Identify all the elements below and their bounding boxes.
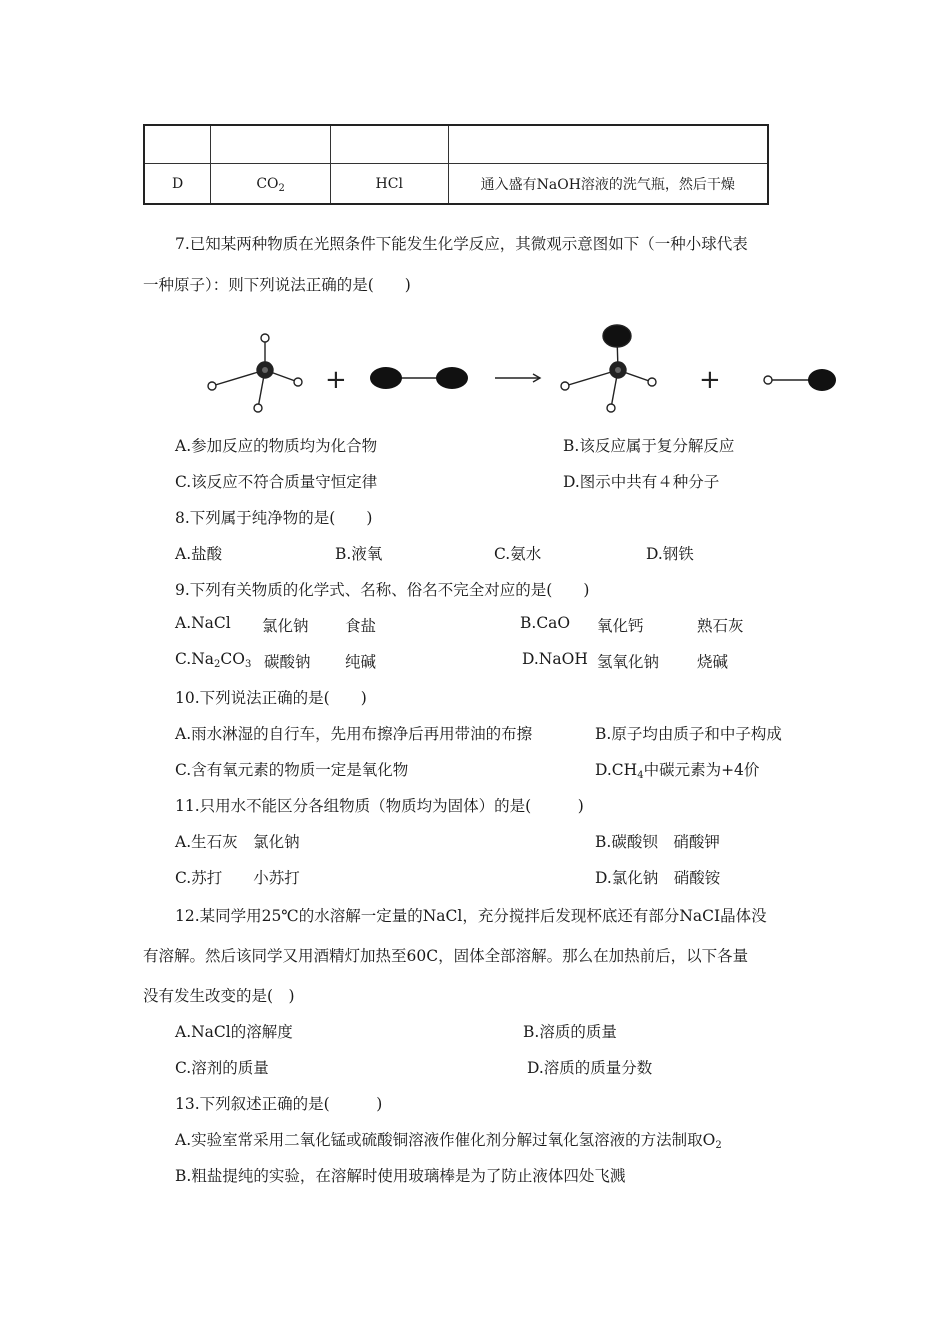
q11-option-d: D.氯化钠 硝酸铵 <box>595 869 721 887</box>
plus-sign: + <box>699 365 721 395</box>
q7-option-b: B.该反应属于复分解反应 <box>563 437 735 455</box>
product-molecule-2 <box>764 369 836 391</box>
table-cell-option: D <box>144 164 211 205</box>
q10-option-d: $D.CH_4$中碳元素为+4价 <box>595 761 760 781</box>
q9-option-d-common: 烧碱 <box>697 653 729 671</box>
q12-option-b: B.溶质的质量 <box>523 1023 617 1041</box>
q8-option-b: B.液氧 <box>335 545 383 563</box>
q10-stem: 10.下列说法正确的是( ) <box>175 689 367 707</box>
q10-option-c: C.含有氧元素的物质一定是氧化物 <box>175 761 409 779</box>
q7-option-a: A.参加反应的物质均为化合物 <box>175 437 378 455</box>
q13-option-b: B.粗盐提纯的实验，在溶解时使用玻璃棒是为了防止液体四处飞溅 <box>175 1167 626 1185</box>
q11-option-c: C.苏打 小苏打 <box>175 869 300 887</box>
q7-option-d: D.图示中共有４种分子 <box>563 473 720 491</box>
q9-option-b-formula: B.CaO <box>520 614 571 632</box>
q9-option-c-formula: $C.Na_2CO_3$ <box>175 650 252 670</box>
q9-option-c-common: 纯碱 <box>345 653 377 671</box>
reactant-molecule-2 <box>370 367 468 389</box>
table-cell <box>144 125 211 164</box>
q8-option-d: D.钢铁 <box>646 545 694 563</box>
q11-option-a: A.生石灰 氯化钠 <box>175 833 300 851</box>
q9-option-c-name: 碳酸钠 <box>264 653 311 671</box>
q8-option-a: A.盐酸 <box>175 545 223 563</box>
q12-option-c: C.溶剂的质量 <box>175 1059 269 1077</box>
table-cell-method: 通入盛有NaOH溶液的洗气瓶，然后干燥 <box>448 164 768 205</box>
plus-sign: + <box>325 365 347 395</box>
q11-stem: 11.只用水不能区分各组物质（物质均为固体）的是( ) <box>175 797 584 815</box>
q10-option-b: B.原子均由质子和中子构成 <box>595 725 782 743</box>
table-cell <box>448 125 768 164</box>
q12-stem-line1: 12.某同学用25℃的水溶解一定量的NaCl，充分搅拌后发现杯底还有部分NaCI晶体没 <box>175 907 767 925</box>
q7-stem-line2: 一种原子）：则下列说法正确的是( ) <box>143 276 411 294</box>
q12-option-a: A.NaCl的溶解度 <box>175 1023 293 1041</box>
reaction-diagram <box>190 318 850 418</box>
answer-table <box>143 124 769 205</box>
table-cell-impurity: HCl <box>330 164 448 205</box>
q8-option-c: C.氨水 <box>494 545 542 563</box>
q9-option-a-name: 氯化钠 <box>262 617 309 635</box>
q9-option-d-name: 氢氧化钠 <box>597 653 660 671</box>
q9-option-d-formula: D.NaOH <box>522 650 588 668</box>
q12-option-d: D.溶质的质量分数 <box>527 1059 653 1077</box>
table-cell-substance: $CO_2$ <box>211 164 331 205</box>
q13-stem: 13.下列叙述正确的是( ) <box>175 1095 383 1113</box>
q11-option-b: B.碳酸钡 硝酸钾 <box>595 833 720 851</box>
q12-stem-line3: 没有发生改变的是( ) <box>143 987 295 1005</box>
table-cell <box>330 125 448 164</box>
q9-stem: 9.下列有关物质的化学式、名称、俗名不完全对应的是( ) <box>175 581 590 599</box>
q9-option-b-name: 氧化钙 <box>597 617 644 635</box>
reaction-arrow-icon <box>495 374 540 382</box>
q8-stem: 8.下列属于纯净物的是( ) <box>175 509 373 527</box>
q9-option-b-common: 熟石灰 <box>697 617 744 635</box>
product-molecule-1 <box>561 325 656 412</box>
table-row <box>144 164 768 205</box>
q7-option-c: C.该反应不符合质量守恒定律 <box>175 473 378 491</box>
q9-option-a-common: 食盐 <box>345 617 377 635</box>
q9-option-a-formula: A.NaCl <box>175 614 231 632</box>
table-cell <box>211 125 331 164</box>
reactant-molecule-1 <box>208 334 302 412</box>
q12-stem-line2: 有溶解。然后该同学又用酒精灯加热至60C，固体全部溶解。那么在加热前后，以下各量 <box>143 947 749 965</box>
table-row <box>144 125 768 164</box>
q10-option-a: A.雨水淋湿的自行车，先用布擦净后再用带油的布擦 <box>175 725 533 743</box>
q7-stem-line1: 7.已知某两种物质在光照条件下能发生化学反应，其微观示意图如下（一种小球代表 <box>175 235 748 253</box>
q13-option-a: A.实验室常采用二氧化锰或硫酸铜溶液作催化剂分解过氧化氢溶液的方法制取$O_2$ <box>175 1131 722 1151</box>
